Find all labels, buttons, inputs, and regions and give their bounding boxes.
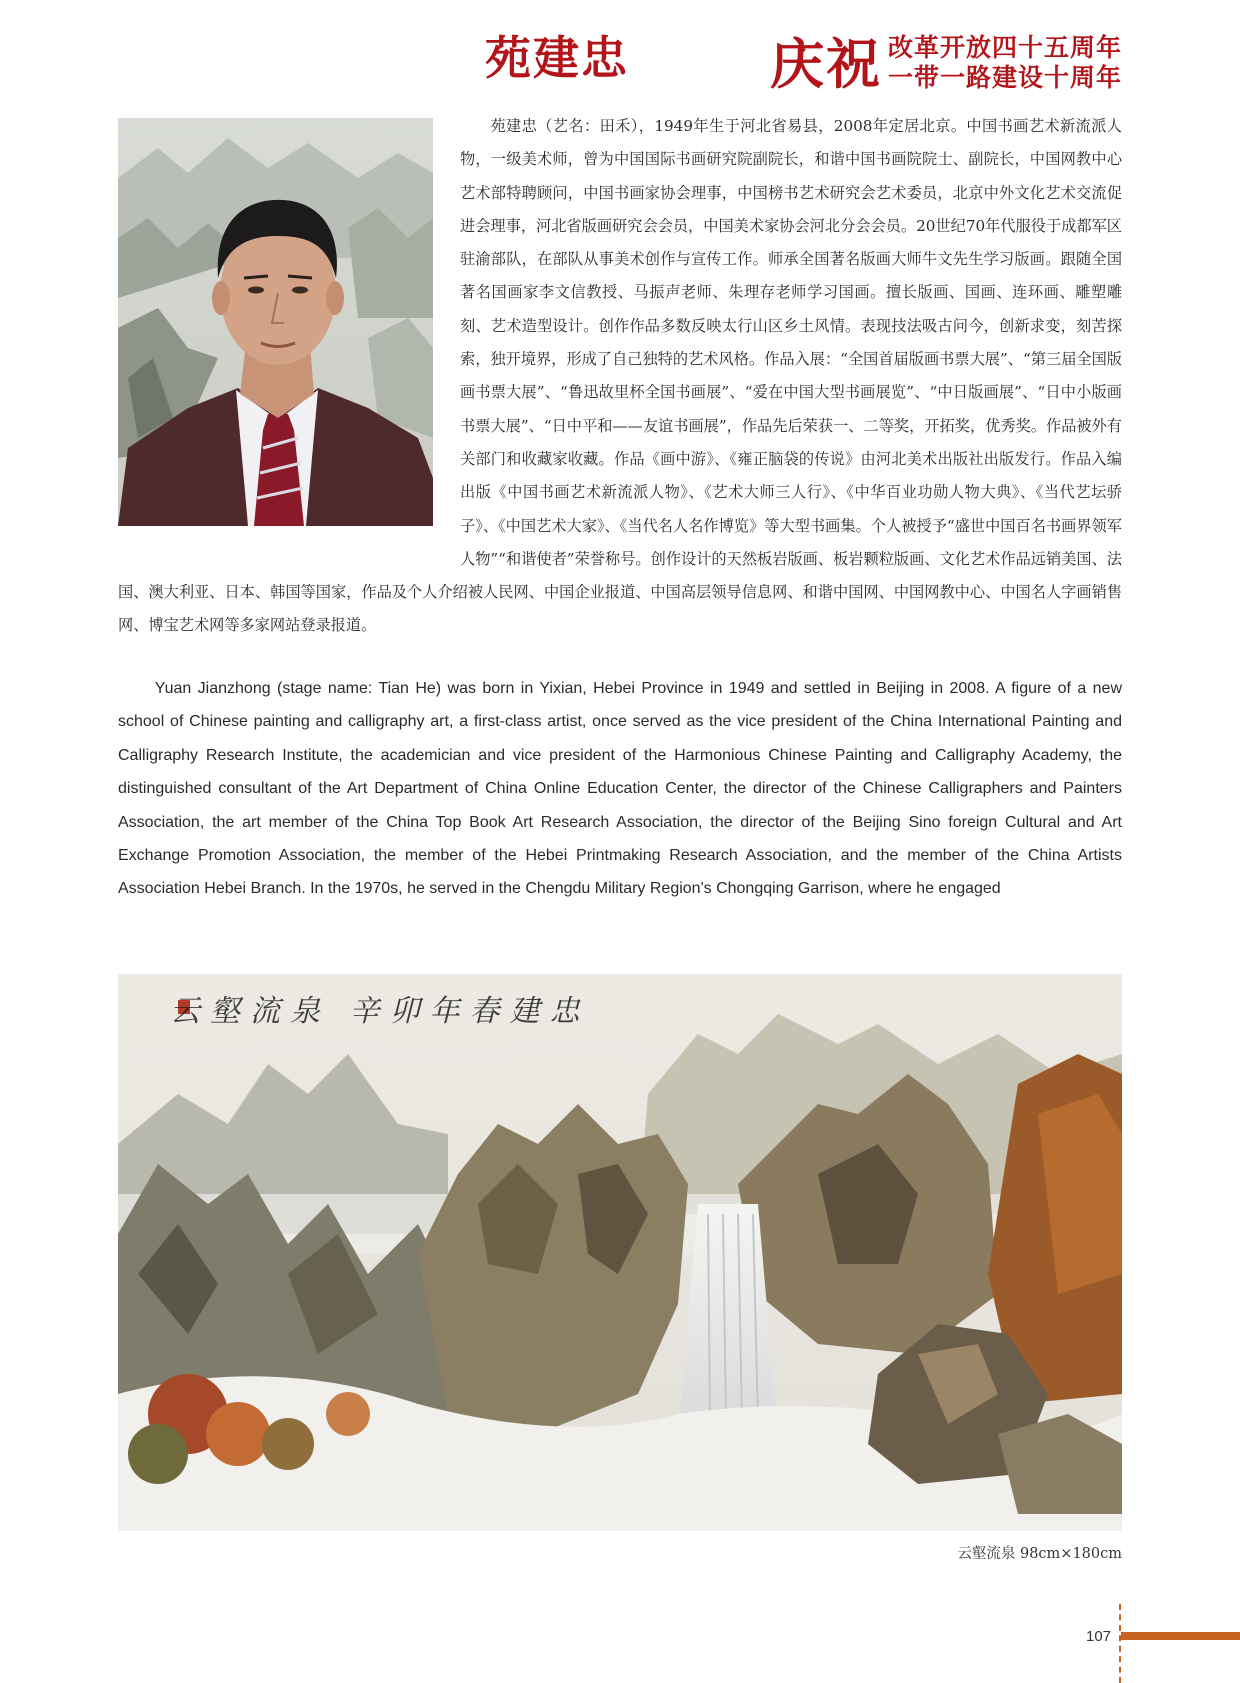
biography-english: Yuan Jianzhong (stage name: Tian He) was born in Yixian, Hebei Province in 1949 and settled in Beijing in 2008. A figure of a new school of Chinese painting and calligraphy art, a first-class artist, once served as the vice president of the China International Painting and Calligraphy Research Institute, the academician and vice president of the Harmonious Chinese Painting and Calligraphy Academy, the distinguished consultant of the Art Department of China Online Education Center, the director of the Chinese Calligraphers and Painters Association, the art member of the China Top Book Art Research Association, the director of the Beijing Sino foreign Cultural and Art Exchange Promotion Association, the member of the Hebei Printmaking Research Association, and the member of the China Artists Association Hebei Branch. In the 1970s, he served in the Chengdu Military Region's Chongqing Garrison, where he engaged [118,680,1122,898]
portrait-wrap-spacer [118,110,460,550]
painting-caption: 云壑流泉 98cm×180cm [957,1546,1122,1562]
page-number: 107 [1086,1628,1112,1645]
anniversary-subtitle [888,33,1122,93]
biography-chinese [118,110,1122,643]
artist-name-title: 苑建忠 [485,31,629,85]
landscape-painting-image [118,974,1122,1531]
anniversary-line-2: 一带一路建设十周年 [888,63,1123,92]
biography-chinese-text: 苑建忠（艺名：田禾），1949年生于河北省易县，2008年定居北京。中国书画艺术新流派人物，一级美术师，曾为中国国际书画研究院副院长，和谐中国书画院院士、副院长，中国网教中心艺术部特聘顾问，中国书画家协会理事，中国榜书艺术研究会艺术委员，北京中外文化艺术交流促进会理事，河北省版画研究会会员，中国美术家协会河北分会会员。20世纪70年代服役于成都军区驻渝部队，在部队从事美术创作与宣传工作。师承全国著名版画大师牛文先生学习版画。跟随全国著名国画家李文信教授、马振声老师、朱理存老师学习国画。擅长版画、国画、连环画、雕塑雕刻、艺术造型设计。创作作品多数反映太行山区乡土风情。表现技法吸古问今，创新求变，刻苦探索，独开境界，形成了自己独特的艺术风格。作品入展：“全国首届版画书票大展”、“第三届全国版画书票大展”、“鲁迅故里杯全国书画展”、“爱在中国大型书画展览”、“中日版画展”、“日中小版画书票大展”、“日中平和——友谊书画展”，作品先后荣获一、二等奖，开拓奖，优秀奖。作品被外有关部门和收藏家收藏。作品《画中游》、《雍正脑袋的传说》由河北美术出版社出版发行。作品入编出版《中国书画艺术新流派人物》、《艺术大师三人行》、《中华百业功勋人物大典》、《当代艺坛骄子》、《中国艺术大家》、《当代名人名作博览》等大型书画集。个人被授予“盛世中国百名书画界领军人物”“和谐使者”荣誉称号。创作设计的天然板岩版画、板岩颗粒版画、文化艺术作品远销美国、法国、澳大利亚、日本、韩国等国家，作品及个人介绍被人民网、中国企业报道、中国高层领导信息网、和谐中国网、中国网教中心、中国名人字画销售网、博宝艺术网等多家网站登录报道。 [118,117,1122,635]
painting-inscription: 云壑流泉 辛卯年春建忠 [170,994,590,1029]
footer-accent-bar [1121,1632,1240,1640]
anniversary-line-1: 改革开放四十五周年 [888,33,1123,62]
celebrate-title: 庆祝 [770,32,882,96]
footer-dashed-divider [1119,1604,1121,1683]
